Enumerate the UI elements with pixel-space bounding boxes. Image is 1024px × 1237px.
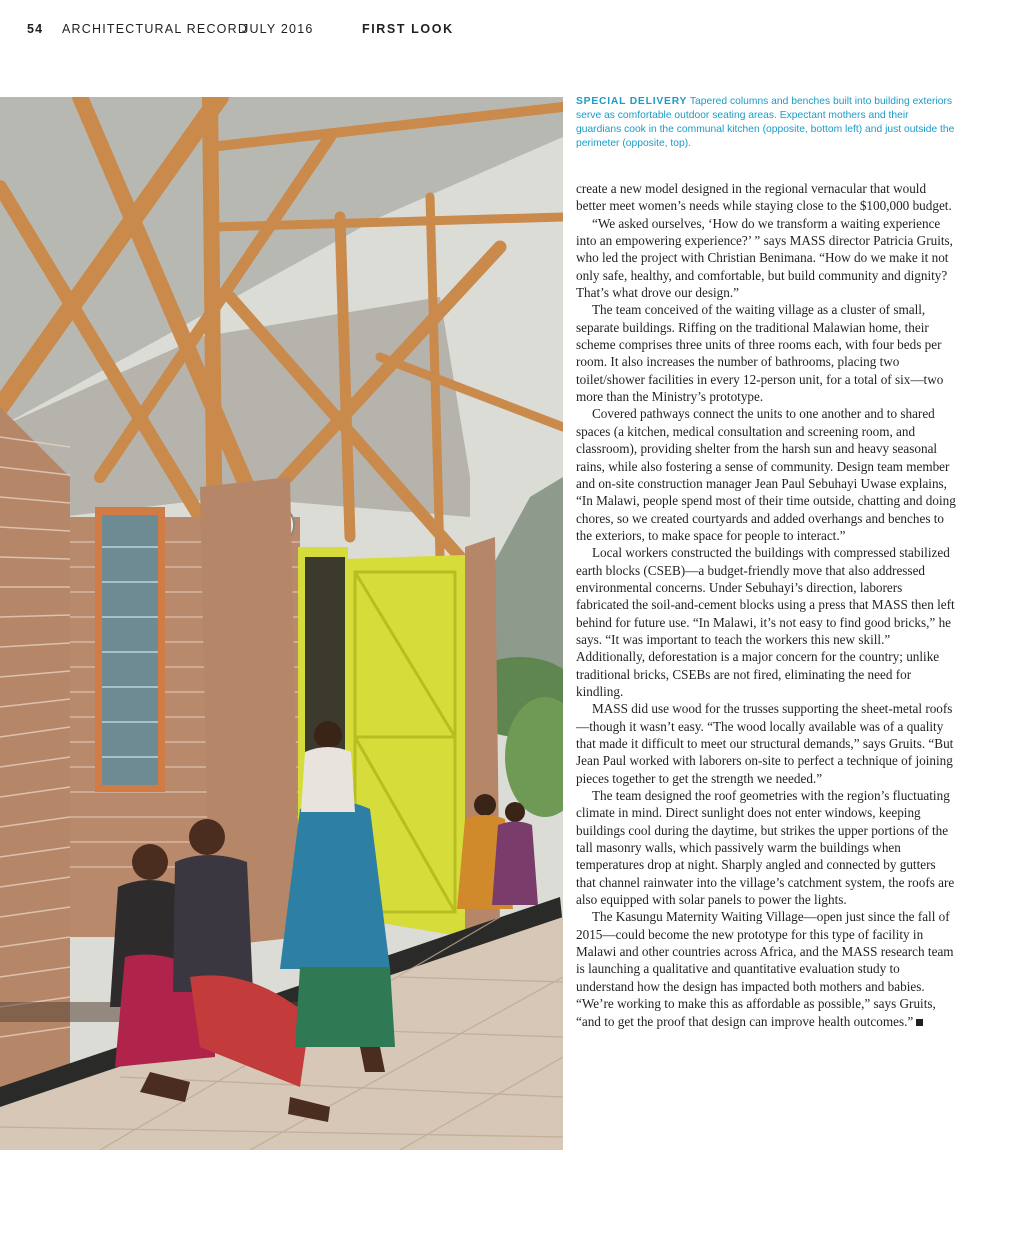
article-paragraph: MASS did use wood for the trusses supporting the sheet-metal roofs—though it wasn’t easy. “The wood locally available was of a quality that made it difficult to meet our structural demands,” says Gruits. “But Jean Paul worked with laborers on-site to perfect a technique of joining pieces together to get the strength we needed.”	[576, 701, 954, 786]
article-paragraph: The team designed the roof geometries with the region’s fluctuating climate in mind. Direct sunlight does not enter windows, keeping buildings cool during the daytime, but strikes the upper portions of the tall masonry walls, which passively warm the buildings when temperatures drop at night. Sharply angled and connected by gutters that channel rainwater into the village’s catchment system, the roofs are also equipped with solar panels to power the lights.	[576, 788, 955, 908]
article-paragraph: Covered pathways connect the units to one another and to shared spaces (a kitchen, medical consultation and screening room, and classroom), providing shelter from the harsh sun and heavy seasonal rains, while also fostering a sense of community. Design team member and on-site construction manager Jean Paul Sebuhayi Uwase explains, “In Malawi, people spend most of their time outside, chatting and doing chores, so we created courtyards and added overhangs and benches to the exteriors, to make space for people to interact.”	[576, 406, 956, 543]
issue-date: JULY 2016	[242, 22, 314, 36]
article-paragraph: “We asked ourselves, ‘How do we transform a waiting experience into an empowering experience?’ ” says MASS director Patricia Gruits, who led the project with Christian Benimana. “How do we make it not only safe, healthy, and comfortable, but build community and dignity? That’s what drove our design.”	[576, 215, 953, 301]
caption-text: Tapered columns and benches built into building exteriors serve as comfortable outdoor seating areas. Expectant mothers and their guardians cook in the communal kitchen (opposite, bottom left) and just outside the perimeter (opposite, top).	[576, 96, 955, 149]
photo-illustration	[0, 97, 563, 1150]
publication-name: ARCHITECTURAL RECORD	[62, 22, 249, 36]
article-paragraph: The team conceived of the waiting village as a cluster of small, separate buildings. Riffing on the traditional Malawian home, their scheme comprises three units of three rooms each, with four beds per room. It also increases the number of bathrooms, placing two toilet/shower facilities in every 12-person unit, for a total of six—two more than the Ministry’s prototype.	[576, 302, 944, 405]
window-glass	[102, 515, 158, 785]
article-paragraph: create a new model designed in the regional vernacular that would better meet women’s needs while staying close to the $100,000 budget.	[576, 181, 952, 214]
article-final-paragraph	[576, 908, 956, 1029]
article-body	[576, 180, 956, 1030]
end-mark	[916, 1019, 923, 1026]
article-paragraph: Local workers constructed the buildings with compressed stabilized earth blocks (CSEB)—a budget-friendly move that also addressed environmental concerns. Under Sebuhayi’s direction, laborers fabricated the soil-and-cement blocks using a press that MASS then left behind for future use. “In Malawi, it’s not easy to find good bricks,” he says. “It was important to teach the workers this new skill.” Additionally, deforestation is a major concern for the country; unlike traditional bricks, CSEBs are not fired, eliminating the need for kindling.	[576, 545, 955, 699]
article-paragraph-text: The Kasungu Maternity Waiting Village—open just since the fall of 2015—could become the new prototype for this type of facility in Malawi and other countries across Africa, and the MASS research team is launching a qualitative and quantitative evaluation study to understand how the design has impacted both mothers and babies. “We’re working to make this as affordable as possible,” says Gruits, “and to get the proof that design can improve health outcomes.”	[576, 909, 954, 1029]
caption-title: SPECIAL DELIVERY	[576, 96, 688, 107]
photo-caption	[576, 95, 956, 151]
page-number: 54	[27, 22, 44, 36]
feature-photo	[0, 97, 563, 1150]
section-label: FIRST LOOK	[362, 22, 454, 36]
